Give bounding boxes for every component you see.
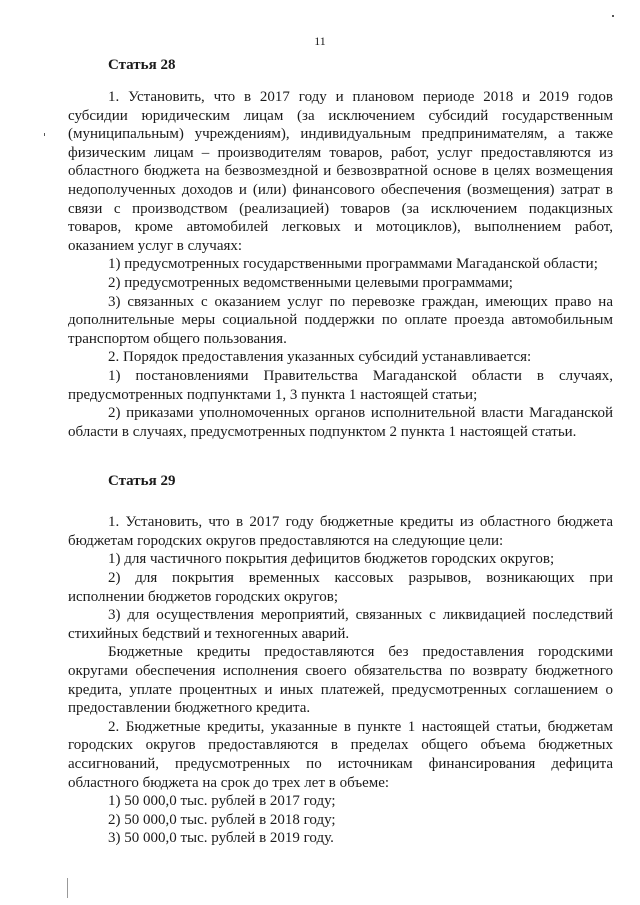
article-29-paragraph: 2) 50 000,0 тыс. рублей в 2018 году; (108, 811, 336, 828)
article-29-paragraph: 3) 50 000,0 тыс. рублей в 2019 году. (108, 830, 334, 847)
article-28 (68, 88, 613, 441)
article-29-paragraph: 1. Установить, что в 2017 году бюджетные кредиты из областного бюджета бюджетам городских округов предоставляются на следующие цели: (68, 514, 613, 549)
document-body (68, 56, 613, 848)
page-number: 11 (314, 34, 326, 48)
article-28-paragraph: 1. Установить, что в 2017 году и плановом периоде 2018 и 2019 годов субсидии юридическим лицам (за исключением субсидий государственным (муниципальным) учреждениям), индивидуальным предпринимателям, а также физическим лицам – производителям товаров, работ, услуг предоставляются из областного бюджета на безвозмездной и безвозвратной основе в целях возмещения недополученных доходов и (или) финансового обеспечения (возмещения) затрат в связи с производством (реализацией) товаров (за исключением подакцизных товаров, кроме автомобилей легковых и мотоциклов), выполнением работ, оказанием услуг в случаях: (68, 89, 613, 254)
article-28-paragraph: 3) связанных с оказанием услуг по перевозке граждан, имеющих право на дополнительные меры социальной поддержки по оплате проезда автомобильным транспортом общего пользования. (68, 293, 613, 347)
article-29-paragraph: 1) 50 000,0 тыс. рублей в 2017 году; (108, 793, 336, 810)
article-29-paragraph: 2) для покрытия временных кассовых разрывов, возникающих при исполнении бюджетов городских округов; (68, 570, 613, 605)
scan-artifact (67, 878, 68, 898)
article-29-paragraph: 1) для частичного покрытия дефицитов бюджетов городских округов; (108, 551, 555, 568)
article-29-paragraph: 3) для осуществления мероприятий, связанных с ликвидацией последствий стихийных бедствий и техногенных аварий. (68, 607, 613, 642)
article-29 (68, 513, 613, 848)
article-29-title: Статья 29 (108, 473, 176, 490)
scan-artifact (612, 15, 614, 17)
scan-artifact (44, 133, 45, 136)
article-28-paragraph: 1) постановлениями Правительства Магаданской области в случаях, предусмотренных подпунктами 1, 3 пункта 1 настоящей статьи; (68, 367, 613, 403)
article-29-paragraph: Бюджетные кредиты предоставляются без предоставления городскими округами обеспечения исполнения своего обязательства по возврату бюджетного кредита, уплате процентных и иных платежей, предусмотренных соглашением о предоставлении бюджетного кредита. (68, 644, 613, 717)
article-28-paragraph: 2) приказами уполномоченных органов исполнительной власти Магаданской области в случаях, предусмотренных подпунктом 2 пункта 1 настоящей статьи. (68, 405, 613, 440)
article-28-paragraph: 1) предусмотренных государственными программами Магаданской области; (108, 256, 598, 273)
article-28-paragraph: 2) предусмотренных ведомственными целевыми программами; (108, 274, 513, 291)
article-28-paragraph: 2. Порядок предоставления указанных субсидий устанавливается: (108, 349, 532, 366)
article-28-title: Статья 28 (108, 57, 176, 73)
article-29-paragraph: 2. Бюджетные кредиты, указанные в пункте 1 настоящей статьи, бюджетам городских округов предоставляются в пределах общего объема бюджетных ассигнований, предусмотренных по источникам финансирования дефицита областного бюджета на срок до трех лет в объеме: (68, 718, 613, 791)
